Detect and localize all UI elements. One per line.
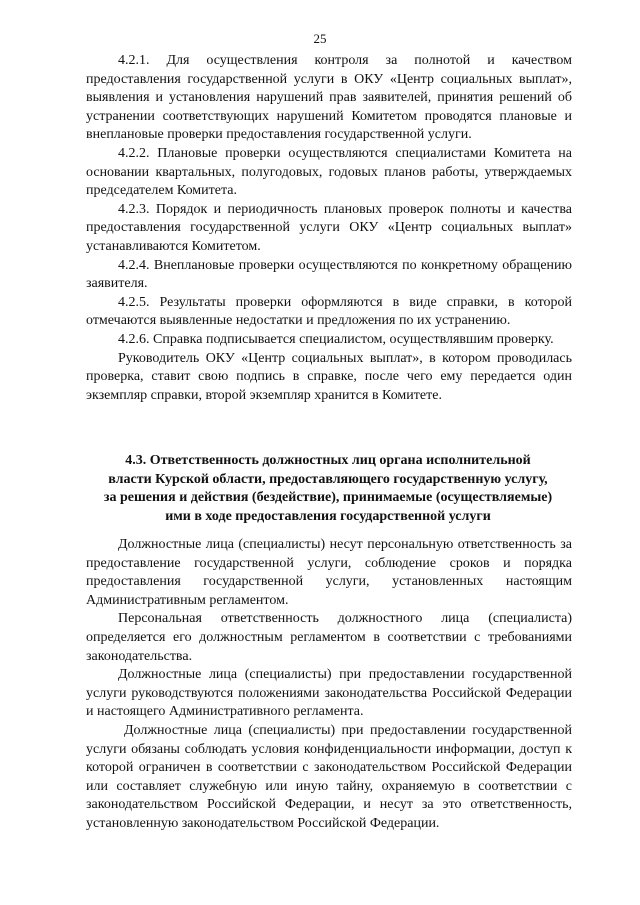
page-number: 25 — [313, 31, 327, 46]
paragraph-4-2-4: 4.2.4. Внеплановые проверки осуществляются по конкретному обращению заявителя. — [86, 257, 572, 292]
paragraph-4-2-2: 4.2.2. Плановые проверки осуществляются специалистами Комитета на основании квартальных, полугодовых, годовых планов работы, утверждаемых председателем Комитета. — [86, 145, 572, 199]
heading-line: ими в ходе предоставления государственной услуги — [165, 508, 491, 524]
paragraph-4-2-5: 4.2.5. Результаты проверки оформляются в виде справки, в которой отмечаются выявленные недостатки и предложения по их устранению. — [86, 294, 572, 329]
heading-line: власти Курской области, предоставляющего государственную услугу, — [108, 471, 548, 487]
section-4-2-body — [86, 52, 572, 405]
paragraph-personal-responsibility: Должностные лица (специалисты) несут персональную ответственность за предоставление государственной услуги, соблюдение сроков и порядка предоставления государственной услуги, установленных настоящим Административным регламентом. — [86, 537, 572, 608]
paragraph-4-2-6: 4.2.6. Справка подписывается специалистом, осуществлявшим проверку. — [118, 331, 554, 347]
paragraph-responsibility-definition: Персональная ответственность должностного лица (специалиста) определяется его должностным регламентом в соответствии с требованиями законодательства. — [86, 611, 572, 664]
heading-line: 4.3. Ответственность должностных лиц органа исполнительной — [125, 453, 531, 468]
heading-line: за решения и действия (бездействие), принимаемые (осуществляемые) — [103, 490, 553, 506]
paragraph-director-signature: Руководитель ОКУ «Центр социальных выплат», в котором проводилась проверка, ставит свою подпись в справке, после чего ему передается один экземпляр справки, второй экземпляр хранится в Комитете. — [86, 350, 572, 403]
paragraph-4-2-3: 4.2.3. Порядок и периодичность плановых проверок полноты и качества предоставления государственной услуги ОКУ «Центр социальных выплат» устанавливаются Комитетом. — [86, 201, 572, 254]
section-4-3-heading — [78, 452, 578, 526]
paragraph-legislation-guidance: Должностные лица (специалисты) при предоставлении государственной услуги руководствуются положениями законодательства Российской Федерации и настоящего Административного регламента. — [86, 667, 572, 720]
section-4-3-body — [86, 536, 572, 834]
paragraph-confidentiality: Должностные лица (специалисты) при предоставлении государственной услуги обязаны соблюдать условия конфиденциальности информации, доступ к которой ограничен в соответствии с законодательством Российской Федерации или составляет служебную или иную тайну, охраняемую в соответствии с законодательством Российской Федерации, и несут за это ответственность, установленную законодательством Российской Федерации. — [86, 722, 572, 831]
paragraph-4-2-1: 4.2.1. Для осуществления контроля за полнотой и качеством предоставления государственной услуги в ОКУ «Центр социальных выплат», выявления и установления нарушений прав заявителей, принятия решений об устранении соответствующих нарушений Комитетом проводятся плановые и внеплановые проверки предоставления государственной услуги. — [86, 53, 572, 143]
